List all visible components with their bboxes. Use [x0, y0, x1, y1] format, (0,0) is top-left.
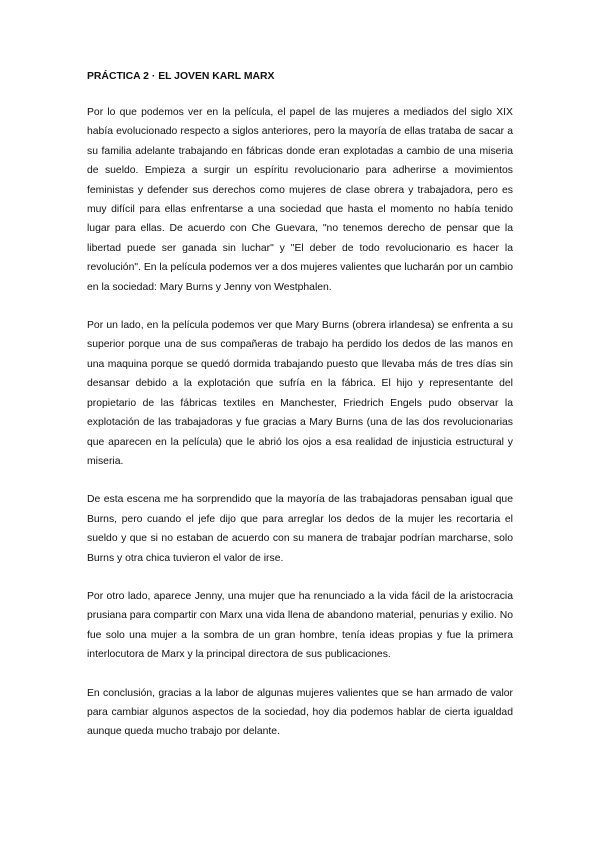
paragraph-intro: Por lo que podemos ver en la película, el papel de las mujeres a mediados del siglo XIX había evolucionado respecto a siglos anteriores, pero la mayoría de ellas trataba de sacar a su familia adelante trabajando en fábricas donde eran explotadas a cambio de una miseria de sueldo. Empieza a surgir un espíritu revolucionario para adherirse a movimientos feministas y defender sus derechos como mujeres de clase obrera y trabajadora, pero es muy difícil para ellas enfrentarse a una sociedad que hasta el momento no había tenido lugar para ellas. De acuerdo con Che Guevara, "no tenemos derecho de pensar que la libertad puede ser ganada sin luchar" y "El deber de todo revolucionario es hacer la revolución". En la película podemos ver a dos mujeres valientes que lucharán por un cambio en la sociedad: Mary Burns y Jenny von Westphalen.	[87, 107, 513, 293]
paragraph-conclusion: En conclusión, gracias a la labor de algunas mujeres valientes que se han armado de valor para cambiar algunos aspectos de la sociedad, hoy dia podemos hablar de cierta igualdad aunque queda mucho trabajo por delante.	[87, 687, 513, 738]
document-title: PRÁCTICA 2 · EL JOVEN KARL MARX	[87, 71, 275, 82]
document-body	[87, 70, 513, 761]
paragraph-jenny: Por otro lado, aparece Jenny, una mujer que ha renunciado a la vida fácil de la aristocracia prusiana para compartir con Marx una vida llena de abandono material, penurias y exilio. No fue solo una mujer a la sombra de un gran hombre, tenía ideas propias y fue la primera interlocutora de Marx y la principal directora de sus publicaciones.	[87, 590, 513, 661]
paragraph-scene: De esta escena me ha sorprendido que la mayoría de las trabajadoras pensaban igual que Burns, pero cuando el jefe dijo que para arreglar los dedos de la mujer les recortaria el sueldo y que si no estaban de acuerdo con su manera de trabajar podrían marcharse, solo Burns y otra chica tuvieron el valor de irse.	[87, 494, 513, 564]
paragraph-mary-burns: Por un lado, en la película podemos ver que Mary Burns (obrera irlandesa) se enfrenta a su superior porque una de sus compañeras de trabajo ha perdido los dedos de las manos en una maquina porque se quedó dormida trabajando puesto que llevaba más de tres días sin desansar debido a la explotación que sufría en la fábrica. El hijo y representante del propietario de las fábricas textiles en Manchester, Friedrich Engels pudo observar la explotación de las trabajadoras y fue gracias a Mary Burns (una de las dos revolucionarias que aparecen en la película) que le abrió los ojos a esa realidad de injusticia estructural y miseria.	[87, 320, 513, 467]
